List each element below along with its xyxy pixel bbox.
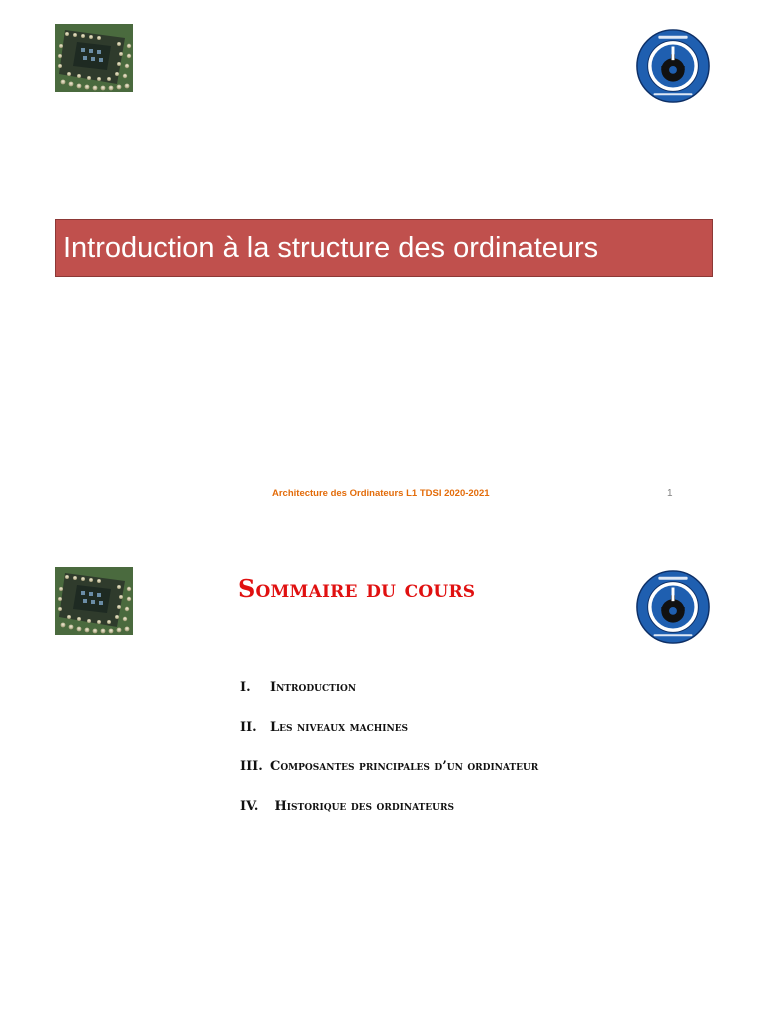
toc-number: II. xyxy=(240,719,257,735)
toc-item-introduction xyxy=(240,680,538,720)
sommaire-title: Sommaire du cours xyxy=(238,574,476,603)
toc-number: III. xyxy=(240,759,263,774)
university-logo xyxy=(634,27,712,105)
page-number: 1 xyxy=(667,488,673,499)
title-banner xyxy=(55,219,713,277)
toc-number: IV. xyxy=(240,798,259,814)
toc-item-historique xyxy=(240,799,538,839)
cpu-chip-image xyxy=(55,24,133,92)
toc-label: Introduction xyxy=(270,680,357,695)
toc-label: Les niveaux machines xyxy=(270,719,409,735)
toc-item-niveaux-machines xyxy=(240,720,538,760)
slide-footer: Architecture des Ordinateurs L1 TDSI 2020-2021 xyxy=(272,488,490,499)
toc-label: Historique des ordinateurs xyxy=(270,798,454,814)
toc-item-composantes xyxy=(240,759,538,799)
slide-title: Introduction à la structure des ordinateurs xyxy=(63,231,599,264)
cpu-chip-image xyxy=(55,567,133,635)
toc-label: Composantes principales d’un ordinateur xyxy=(270,759,539,774)
toc-number: I. xyxy=(240,680,251,695)
university-logo xyxy=(634,568,712,646)
table-of-contents xyxy=(240,680,538,838)
slide-2 xyxy=(0,540,768,1024)
